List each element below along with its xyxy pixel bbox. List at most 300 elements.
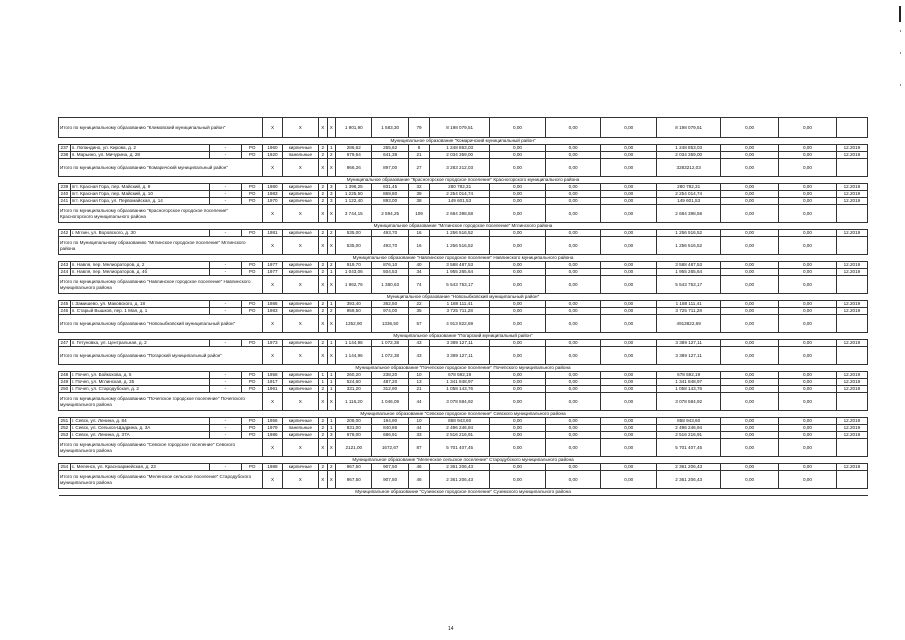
table-cell: 0,00 [490,372,546,379]
table-cell: 1 962,76 [336,276,372,294]
table-cell: 0,00 [545,262,601,269]
table-cell: 1 058 143,76 [657,386,721,393]
table-row [59,152,868,159]
table-cell: 0,00 [721,386,779,393]
table-cell: 4913822,69 [657,315,721,333]
table-cell: 12.2019 [836,145,867,152]
table-cell: 16 [408,237,429,255]
table-cell: X [282,159,318,177]
table-cell: г. Севск, ул. Сельхоз-Щадрина, д. 3А [70,425,209,432]
table-cell: панельные [282,152,318,159]
table-cell: РО [241,191,262,198]
table-cell: 0,00 [779,418,837,425]
total-row [59,347,868,365]
table-cell: 0,00 [601,276,657,294]
total-row [59,471,868,489]
table-cell: X [263,159,282,177]
total-label: Итого по муниципальному образованию "Климовский муниципальный район" [59,118,263,138]
table-cell: 2 [318,152,327,159]
table-cell: 893,00 [372,198,408,205]
table-cell: 331,20 [336,386,372,393]
table-row [59,145,868,152]
table-cell: X [263,276,282,294]
table-cell: 0,00 [779,347,837,365]
table-cell: 858 943,60 [430,418,490,425]
table-cell: 0,00 [601,198,657,205]
table-cell: 0,00 [721,276,779,294]
table-cell: 2 [318,198,327,205]
table-cell: 242 [59,230,71,237]
section-header-row [59,457,868,464]
table-cell: 1980 [263,184,282,191]
table-cell: X [327,237,336,255]
table-cell: кирпичные [282,386,318,393]
table-cell: 46 [408,471,429,489]
table-cell: 1 256 516,52 [657,230,721,237]
table-cell: с. Меленск, ул. Красноармейская, д. 23 [70,464,209,471]
table-cell: пгт. Красная Гора, пер. Майский, д. 9 [70,184,209,191]
table-cell: X [327,276,336,294]
table-cell: 0,00 [490,379,546,386]
table-cell: 0,00 [545,198,601,205]
table-cell: кирпичные [282,262,318,269]
table-cell: кирпичные [282,340,318,347]
table-cell: 21 [408,386,429,393]
table-cell: 5 701 407,45 [657,439,721,457]
table-cell: 2121,00 [336,439,372,457]
table-cell: 678 592,19 [430,372,490,379]
table-cell: 0,00 [721,471,779,489]
table-cell: 897,00 [372,159,408,177]
table-cell: г. Почеп, ул. Стародубская, д. 2 [70,386,209,393]
table-cell: 0,00 [490,418,546,425]
table-cell: 0,00 [545,393,601,411]
table-cell: 3 078 584,92 [430,393,490,411]
table-cell: 46 [408,464,429,471]
table-cell: 0,00 [601,269,657,276]
table-cell: 840,86 [372,425,408,432]
table-cell: X [263,439,282,457]
table-cell: 0,00 [490,159,546,177]
table-cell: 0,00 [601,315,657,333]
table-cell: г. Мглин, ул. Воровского, д. 30 [70,230,209,237]
table-cell: 1 072,38 [372,347,408,365]
table-cell: 1 [327,340,336,347]
table-cell: 0,00 [721,425,779,432]
table-cell: п. Марьино, ул. Мичурина, д. 28 [70,152,209,159]
table-cell: 2 [327,152,336,159]
section-header: Муниципальное образование "Новозыбковский муниципальный район" [59,294,868,301]
table-row [59,308,868,315]
page-edge-tick [900,52,901,54]
table-cell: 243 [59,262,71,269]
table-cell: 1 058 143,76 [430,386,490,393]
table-cell: 535,00 [336,230,372,237]
total-row [59,237,868,255]
table-cell [836,276,867,294]
table-cell: 0,00 [779,269,837,276]
table-cell: 255,62 [372,145,408,152]
table-cell: - [209,145,241,152]
table-cell: - [209,198,241,205]
table-cell: 0,00 [490,439,546,457]
table-cell: 10 [408,372,429,379]
table-cell: 0,00 [721,118,779,138]
table-cell: 0,00 [721,145,779,152]
table-cell: 0,00 [545,276,601,294]
table-cell: 0,00 [545,340,601,347]
table-row [59,386,868,393]
table-cell: кирпичные [282,432,318,439]
table-cell: РО [241,230,262,237]
table-cell: 0,00 [490,269,546,276]
table-cell: 3 [327,198,336,205]
table-cell: 0,00 [601,393,657,411]
table-cell: X [327,315,336,333]
table-cell: 3 078 584,92 [657,393,721,411]
table-cell: 3 725 711,28 [430,308,490,315]
table-cell [836,315,867,333]
table-cell: X [263,237,282,255]
table-cell: 0,00 [779,198,837,205]
table-cell: 0,00 [721,315,779,333]
table-cell: 0,00 [721,269,779,276]
table-cell: 109 [408,205,429,223]
table-cell: РО [241,386,262,393]
table-cell: п. Навля, пер. Мелиораторов, д. 2 [70,262,209,269]
table-cell: 12.2019 [836,308,867,315]
table-cell: X [263,393,282,411]
table-cell: 0,00 [721,198,779,205]
table-cell: 0,00 [490,425,546,432]
table-cell: 0,00 [545,439,601,457]
table-cell: 0,00 [601,425,657,432]
table-cell: 2 [327,308,336,315]
table-cell: - [209,230,241,237]
table-cell: 0,00 [721,432,779,439]
table-cell: 1917 [263,379,282,386]
table-cell: X [282,118,318,138]
table-cell: - [209,379,241,386]
table-cell: 238 [59,152,71,159]
table-row [59,418,868,425]
table-cell: 0,00 [601,471,657,489]
section-header: Муниципальное образование "Комаричский муниципальный район" [59,138,868,145]
housing-program-table [58,117,868,496]
table-cell: РО [241,379,262,386]
table-cell: 0,00 [601,230,657,237]
table-cell: 0,00 [601,308,657,315]
table-cell: 12.2019 [836,230,867,237]
table-cell: 1 046,09 [372,393,408,411]
table-cell: 12.2019 [836,198,867,205]
table-cell: 0,00 [490,315,546,333]
table-cell: 248 [59,372,71,379]
table-cell: 0,00 [779,262,837,269]
table-cell: 1970 [263,198,282,205]
table-cell: 678 592,19 [657,372,721,379]
table-cell: 0,00 [601,439,657,457]
table-cell: 0,00 [490,198,546,205]
table-cell: 8 198 079,51 [430,118,490,138]
table-cell: 1 [327,418,336,425]
table-cell: 0,00 [601,237,657,255]
table-row [59,432,868,439]
table-cell: X [327,393,336,411]
table-cell: 2 [318,308,327,315]
table-cell: кирпичные [282,145,318,152]
table-cell: 1 [327,145,336,152]
table-cell: 1 256 516,52 [657,237,721,255]
table-row [59,340,868,347]
table-cell: 907,50 [372,464,408,471]
table-cell: 0,00 [721,340,779,347]
total-label: Итого по муниципальному образованию "Комаричский муниципальный район" [59,159,263,177]
table-cell: 4 913 822,69 [430,315,490,333]
table-cell: 1 [327,269,336,276]
table-cell: 2 516 216,91 [430,432,490,439]
table-cell: 1986 [263,432,282,439]
table-cell: 250 [59,386,71,393]
table-cell: 0,00 [601,418,657,425]
table-cell: 22 [408,301,429,308]
table-cell: 5 543 753,17 [657,276,721,294]
table-row [59,198,868,205]
table-cell: 0,00 [545,152,601,159]
table-cell: X [282,237,318,255]
table-cell: X [318,471,327,489]
table-cell: 0,00 [721,372,779,379]
table-cell: 39 [408,191,429,198]
table-cell: 0,00 [779,372,837,379]
table-cell: 1 072,38 [372,340,408,347]
table-cell: 0,00 [721,393,779,411]
total-label: Итого по муниципальному образованию "Красногорское городское поселение" Красногорского муниципального района [59,205,263,223]
table-cell: 87 [408,439,429,457]
table-cell: 3 [327,191,336,198]
table-cell: 487,20 [372,379,408,386]
table-cell: 252 [59,425,71,432]
table-cell: 1 901,90 [336,118,372,138]
table-cell: 0,00 [490,471,546,489]
table-cell: РО [241,184,262,191]
table-cell: 0,00 [779,145,837,152]
page-edge-tick [900,84,901,86]
table-cell: 1 225,50 [336,191,372,198]
page-number: 14 [448,626,454,632]
table-cell: X [327,205,336,223]
table-cell: 245 [59,301,71,308]
table-cell: 0,00 [779,184,837,191]
table-cell: 16 [408,230,429,237]
table-cell: РО [241,340,262,347]
table-cell: 966,26 [336,159,372,177]
section-header: Муниципальное образование "Севское городское поселение" Севского муниципального района [59,411,868,418]
table-cell: 1973 [263,340,282,347]
table-cell: 2 [318,191,327,198]
table-cell: 1336,50 [372,315,408,333]
table-row [59,184,868,191]
table-cell: 10 [408,418,429,425]
table-cell: X [263,471,282,489]
table-cell: 0,00 [601,205,657,223]
table-cell: 2 [318,301,327,308]
table-cell: 0,00 [545,191,601,198]
table-cell: 1977 [263,269,282,276]
table-cell: X [327,439,336,457]
table-cell: 254 [59,464,71,471]
section-header-row [59,255,868,262]
table-cell: кирпичные [282,418,318,425]
table-cell: 1 144,96 [336,347,372,365]
section-header-row [59,294,868,301]
table-cell: 3 588 487,53 [657,262,721,269]
table-cell: пгт. Красная Гора, ул. Первомайская, д. 14 [70,198,209,205]
table-cell: 2 [327,262,336,269]
table-cell: 2 [318,418,327,425]
table-cell: 0,00 [779,315,837,333]
table-cell: 641,38 [372,152,408,159]
section-header-row [59,489,868,496]
table-cell: 0,00 [601,386,657,393]
table-cell: 3283212,03 [657,159,721,177]
table-cell: 3 389 127,11 [657,347,721,365]
table-cell: 241 [59,198,71,205]
table-cell: 0,00 [601,184,657,191]
table-cell: 0,00 [601,372,657,379]
table-cell: 3 588 487,53 [430,262,490,269]
table-cell: РО [241,198,262,205]
table-cell: 876,10 [372,262,408,269]
table-cell: 0,00 [779,237,837,255]
table-cell: - [209,308,241,315]
table-cell: X [318,205,327,223]
table-cell: 1981 [263,230,282,237]
table-cell: X [318,237,327,255]
table-cell: 0,00 [779,301,837,308]
total-row [59,276,868,294]
table-cell: 0,00 [490,184,546,191]
total-row [59,205,868,223]
table-cell: 1 955 265,64 [430,269,490,276]
section-header: Муниципальное образование "Навлинское городское поселение" Навлинского муниципального района [59,255,868,262]
table-cell: X [263,118,282,138]
total-label: Итого по муниципальному образованию "Навлинское городское поселение" Навлинского муниципального района [59,276,263,294]
table-cell: 0,00 [721,379,779,386]
table-cell: X [318,439,327,457]
table-cell: 0,00 [779,205,837,223]
table-cell: 12.2019 [836,386,867,393]
table-cell: 0,00 [779,276,837,294]
table-cell: 0,00 [779,340,837,347]
table-cell: 0,00 [490,393,546,411]
table-cell: 246 [59,308,71,315]
table-cell: 0,00 [779,439,837,457]
table-cell: 0,00 [601,379,657,386]
table-cell: кирпичные [282,198,318,205]
table-cell: - [209,191,241,198]
table-cell: 21 [408,152,429,159]
table-cell: 0,00 [779,432,837,439]
table-cell: 0,00 [721,439,779,457]
table-cell: 0,00 [490,152,546,159]
table-cell: п. Лопандино, ул. Кирова, д. 2 [70,145,209,152]
table-cell: 858 943,60 [657,418,721,425]
table-cell: 0,00 [490,347,546,365]
section-header: Муниципальное образование "Мглинское городское поселение" Мглинского района [59,223,868,230]
table-cell: 0,00 [490,432,546,439]
table-cell: 1 955 265,64 [657,269,721,276]
table-cell: X [263,347,282,365]
table-cell: 3 389 127,11 [430,340,490,347]
table-cell: 1 [327,372,336,379]
table-cell: 831,45 [372,184,408,191]
table-cell [836,159,867,177]
table-cell: 0,00 [721,418,779,425]
table-cell: 2 361 206,43 [657,471,721,489]
table-cell: 12.2019 [836,340,867,347]
table-cell: 0,00 [779,379,837,386]
table-cell: 1 043,06 [336,269,372,276]
table-row [59,372,868,379]
table-cell [836,205,867,223]
table-cell: РО [241,425,262,432]
table-cell: 959,50 [336,308,372,315]
table-cell: X [263,315,282,333]
table-cell: 1961 [263,386,282,393]
table-cell: 2 [318,340,327,347]
table-cell: 974,00 [372,308,408,315]
table-cell: - [209,432,241,439]
table-cell: 2 684 398,58 [657,205,721,223]
table-cell: - [209,184,241,191]
table-cell: 0,00 [545,379,601,386]
table-cell: X [327,471,336,489]
table-cell: 2 516 216,91 [657,432,721,439]
table-cell: - [209,152,241,159]
table-cell: кирпичные [282,301,318,308]
table-cell: 0,00 [601,118,657,138]
page-edge-tick [900,30,901,32]
table-cell: 1 583,30 [372,118,408,138]
table-cell: 0,00 [721,230,779,237]
table-cell: - [209,386,241,393]
table-cell: г. Замишево, ул. Маковского, д. 18 [70,301,209,308]
table-cell: 0,00 [601,464,657,471]
table-cell: 43 [408,347,429,365]
total-label: Итого по муниципальному образованию "Севское городское поселение" Севского муниципального района [59,439,263,457]
section-header-row [59,411,868,418]
total-row [59,118,868,138]
table-cell: 0,00 [601,159,657,177]
table-cell: 79 [408,118,429,138]
table-cell: 208,00 [336,418,372,425]
table-cell: 149 601,53 [657,198,721,205]
table-cell: X [318,276,327,294]
table-cell: 1 341 848,97 [657,379,721,386]
table-cell: 2 684 398,58 [430,205,490,223]
table-cell: 967,50 [336,464,372,471]
table-cell: 1958 [263,372,282,379]
section-header: Муниципальное образование "Суземское городское поселение" Суземского муниципального района [59,489,868,496]
page-edge-mark [899,6,901,22]
table-cell: X [282,276,318,294]
table-cell: 1672,67 [372,439,408,457]
table-cell: 0,00 [545,184,601,191]
table-cell: 0,00 [721,191,779,198]
table-cell: 0,00 [779,393,837,411]
table-cell: X [327,347,336,365]
